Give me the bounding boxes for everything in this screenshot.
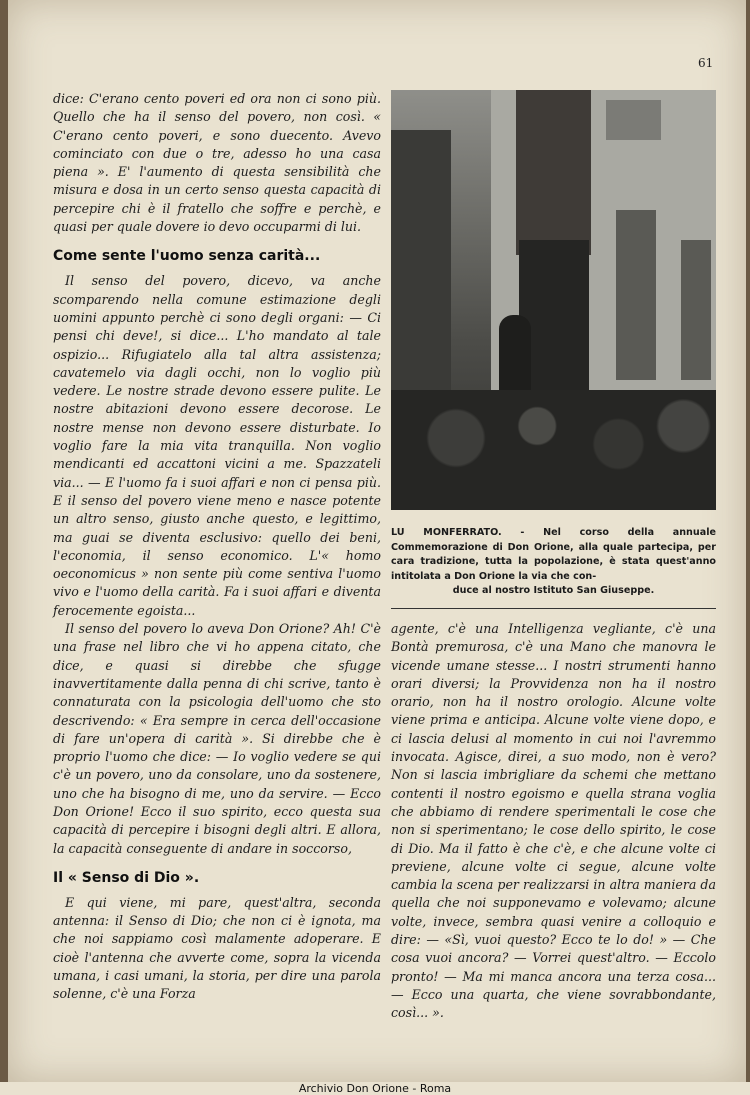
left-paragraph-2: Il senso del povero, dicevo, va anche scomparendo nella comune estimazione degli uomini appunto perchè ci sono degli organi: — Ci pensi chi deve!, si dice... L'ho mandato al tale ospizio... Rifugiatelo alla tal altra assistenza; cavatemelo via dagli occhi, non lo voglio più vedere. Le nostre strade devono essere pulite. Le nostre abitazioni devono essere decorose. Le nostre mense non devono essere disturbate. Io voglio fare la mia vita tranquilla. Non voglio mendicanti ed accattoni vicini a me. Spazzateli via... — E l'uomo fa i suoi affari e non ci pensa più. E il senso del povero viene meno e nasce potente un altro senso, giusto anche questo, e legittimo, ma guai se diventa esclusivo: quello dei beni, l'economia, il senso economico. L'« homo oeconomicus » non sente più come sentiva l'uomo vivo e l'uomo della carità. Fa i suoi affari e diventa ferocemente egoista...: [53, 273, 381, 618]
caption-line-1: LU MONFERRATO. - Nel corso della annuale Commemorazione di Don Orione, alla quale partecipa, per cara tradizione, tutta la popolazione, è stata quest'anno intitolata a Don Orione la via che con-: [391, 527, 716, 582]
left-paragraph-4: E qui viene, mi pare, quest'altra, seconda antenna: il Senso di Dio; che non ci è ignota, ma che noi sappiamo così malamente adoperare. E cioè l'antenna che avverte come, sopra la vicenda umana, i casi umani, la storia, per dire una parola solenne, c'è una Forza: [53, 894, 381, 1002]
page-number: 61: [698, 56, 714, 70]
photo-caption: [391, 526, 716, 599]
photo-commemoration: [391, 90, 716, 510]
right-column: [391, 620, 716, 1023]
left-paragraph-3: Il senso del povero lo aveva Don Orione? Ah! C'è una frase nel libro che vi ho appena citato, che dice, e quasi si direbbe che sfugge inavvertitamente dalla penna di chi scrive, tanto è connaturata con la psicologia dell'uomo che sto descrivendo: « Era sempre in cerca dell'occasione di fare un'opera di carità ». Si direbbe che è proprio l'uomo che dice: — Io voglio vedere se qui c'è un povero, uno da consolare, uno da sostenere, uno che ha bisogno di me, uno da servire. — Ecco Don Orione! Ecco il suo spirito, ecco questa sua capacità di percepire i bisogni degli altri. E allora, la capacità conseguente di andare in soccorso,: [53, 621, 381, 856]
page: [8, 0, 746, 1082]
archive-footer: Archivio Don Orione - Roma: [0, 1082, 750, 1095]
caption-divider: [391, 608, 716, 609]
right-paragraph-1: agente, c'è una Intelligenza vegliante, c'è una Bontà premurosa, c'è una Mano che manovra le vicende umane stesse... I nostri strumenti hanno orari diversi; la Provvidenza non ha il nostro orario, non ha il nostro orologio. Alcune volte viene prima e anticipa. Alcune volte viene dopo, e ci lascia delusi al momento in cui noi l'avremmo invocata. Agisce, direi, a suo modo, non è vero? Non si lascia imbrigliare da schemi che mettano contenti il nostro egoismo e quella strana voglia che abbiamo di rendere sperimentali le cose che non si sperimentano; le cose dello spirito, le cose di Dio. Ma il fatto è che c'è, e che alcune volte ci previene, alcune volte ci segue, alcune volte cambia la scena per realizzarsi in altra maniera da quella che noi supponevamo e volevamo; alcune volte, invece, sembra quasi venire a colloquio e dire: — «Sì, vuoi questo? Ecco te lo do! » — Che cosa vuoi ancora? — Vorrei quest'altro. — Eccolo pronto! — Ma mi manca ancora una terza cosa... — Ecco una quarta, che viene sovrabbondante, così... ».: [391, 621, 716, 1021]
left-paragraph-1: dice: C'erano cento poveri ed ora non ci sono più. Quello che ha il senso del povero, non così. « C'erano cento poveri, e sono duecento. Avevo cominciato con due o tre, adesso ho una casa piena ». E' l'aumento di questa sensibilità che misura e dosa in un certo senso questa capacità di percepire chi è il fratello che soffre e perchè, e quasi per quale dovere io devo occuparmi di lui.: [53, 91, 381, 235]
section-heading-senso-di-dio: Il « Senso di Dio ».: [53, 869, 200, 886]
left-column: [53, 90, 381, 1004]
caption-line-2: duce al nostro Istituto San Giuseppe.: [452, 585, 655, 597]
section-heading-carita: Come sente l'uomo senza carità...: [53, 248, 321, 265]
